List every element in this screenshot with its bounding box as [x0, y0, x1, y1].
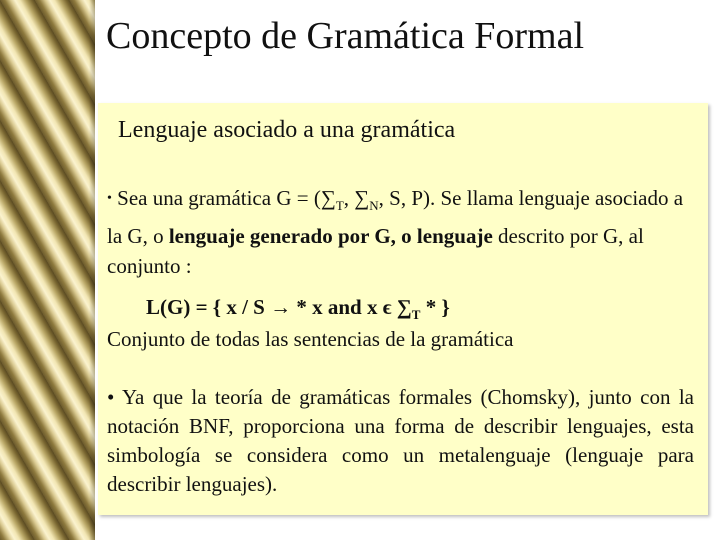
definition-paragraph: [107, 183, 697, 281]
formula-tail: * }: [420, 295, 450, 319]
formula-main: L(G) = { x / S → * x and x ϵ ∑: [146, 295, 412, 319]
bullet-icon: •: [107, 385, 115, 409]
bullet-icon: •: [107, 191, 112, 206]
metalanguage-text: Ya que la teoría de gramáticas formales (Chomsky), junto con la notación BNF, proporciona una forma de describir lenguajes, esta simbología se considera como un metalenguaje (lenguaje para describir lenguajes).: [107, 385, 694, 496]
formula-description: Conjunto de todas las sentencias de la gramática: [107, 327, 514, 351]
definition-mid2: , S, P). Se llama lenguaje asociado a la G, o: [107, 186, 684, 249]
definition-end: descrito por G, al conjunto :: [107, 224, 644, 279]
subscript-t: T: [335, 198, 344, 214]
subscript-n: N: [369, 198, 379, 214]
decorative-stripes: [0, 0, 95, 540]
language-formula: [146, 295, 450, 323]
formula-subscript: T: [411, 307, 421, 323]
definition-bold: lenguaje generado por G, o lenguaje: [168, 224, 493, 249]
metalanguage-paragraph: [107, 383, 694, 499]
definition-intro: Sea una gramática G = (∑: [117, 186, 336, 210]
definition-mid1: , ∑: [343, 186, 370, 210]
content-panel: [98, 103, 708, 515]
slide-title: Concepto de Gramática Formal: [106, 15, 585, 57]
slide-subtitle: Lenguaje asociado a una gramática: [118, 117, 456, 143]
